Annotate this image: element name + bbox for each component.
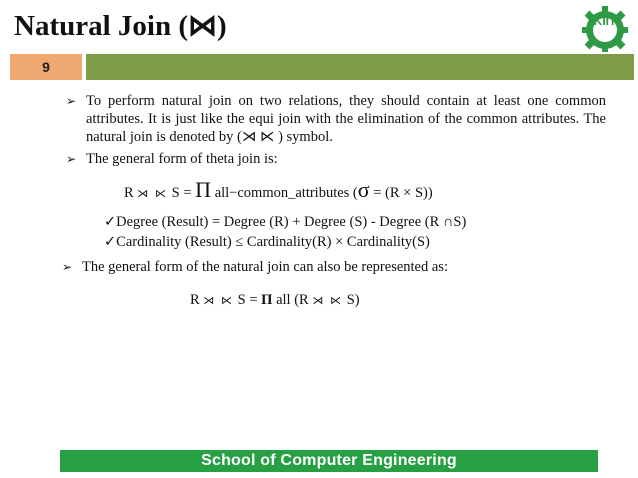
- formula-text: R: [190, 292, 200, 308]
- formula-text: all (R: [276, 292, 309, 308]
- formula-text: = (R × S)): [369, 185, 433, 201]
- slide-title: Natural Join (⋈): [14, 10, 227, 42]
- check-item-degree: ✓Degree (Result) = Degree (R) + Degree (S) - Degree (R ∩S): [104, 214, 467, 230]
- header-bar-fill: [86, 54, 634, 80]
- theta-join-formula: [124, 177, 433, 203]
- arrow-bullet-icon: ➢: [62, 260, 73, 274]
- natural-join-symbol: ⋊ ⋉: [137, 188, 169, 200]
- bullet-item: [66, 150, 606, 168]
- natural-join-formula: [190, 292, 360, 309]
- formula-text: S =: [171, 185, 192, 201]
- formula-text: all−common_attributes (: [214, 185, 358, 201]
- natural-join-symbol: ⋊ ⋉: [203, 295, 235, 307]
- bullet-text: The general form of the natural join can also be represented as:: [82, 259, 448, 275]
- projection-symbol: Π: [195, 177, 212, 202]
- footer-banner: School of Computer Engineering: [60, 450, 598, 472]
- logo-text: KIIT: [593, 14, 617, 28]
- formula-text: S): [346, 292, 360, 308]
- bullet-text: To perform natural join on two relations, they should contain at least one common attributes. It is just like the equi join with the elimination of the common attributes. The natural join is denoted by (⋊ ⋉ ) symbol.: [86, 93, 606, 145]
- bullet-list: [66, 92, 606, 168]
- arrow-bullet-icon: ➢: [66, 94, 77, 108]
- kiit-logo: [576, 4, 634, 52]
- natural-join-symbol: ⋊ ⋉: [312, 295, 344, 307]
- arrow-bullet-icon: ➢: [66, 152, 77, 166]
- bullet-text: The general form of theta join is:: [86, 151, 278, 167]
- projection-symbol: Π: [261, 292, 273, 308]
- formula-text: S =: [237, 292, 258, 308]
- bullet-item: [66, 92, 606, 146]
- header-bar: [10, 54, 634, 80]
- bullet-list-2: [62, 258, 602, 276]
- slide-number: 9: [10, 54, 82, 80]
- selection-symbol: σ: [357, 177, 370, 202]
- bullet-item: [62, 258, 602, 276]
- check-item-cardinality: ✓Cardinality (Result) ≤ Cardinality(R) × Cardinality(S): [104, 234, 430, 250]
- formula-text: R: [124, 185, 134, 201]
